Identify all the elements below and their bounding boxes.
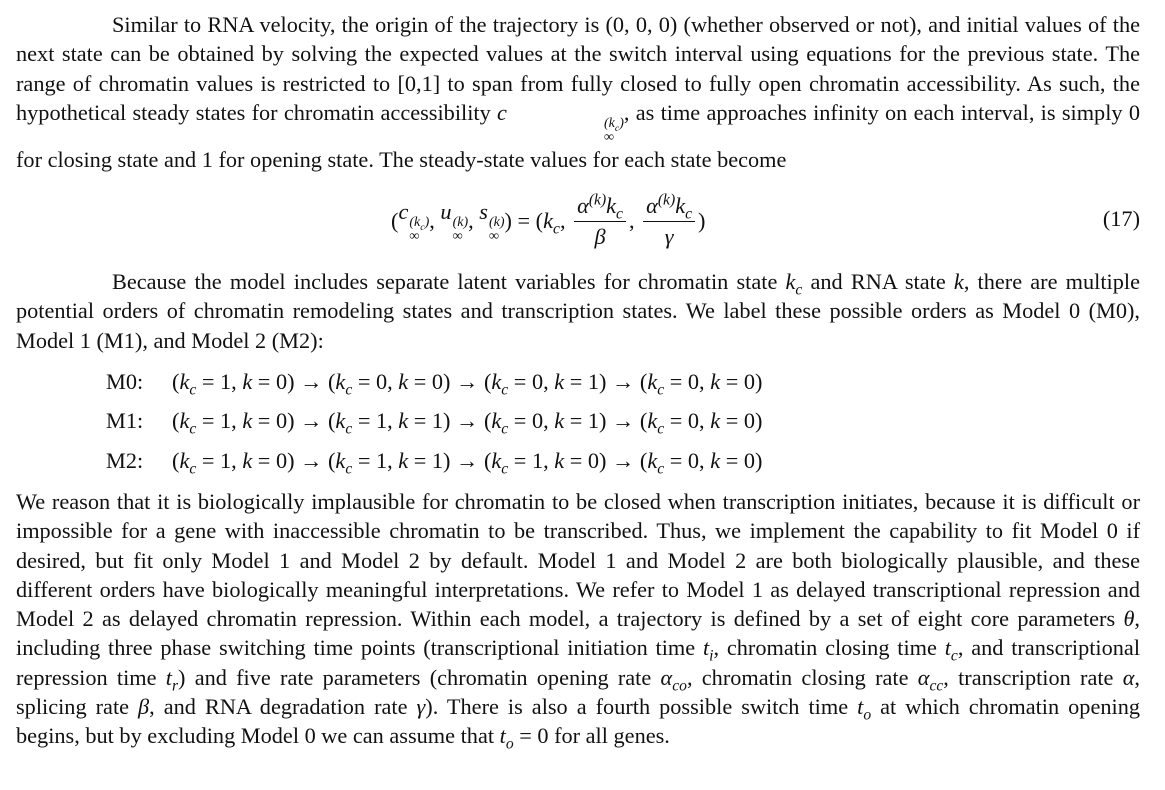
arrow-icon: →	[450, 448, 484, 473]
arrow-icon: →	[606, 448, 640, 473]
model-state: ($k_c = 0$, k = 1)	[483, 369, 607, 399]
p3-t4: , and transcriptional repression time	[16, 635, 1141, 690]
paragraph-steady-state	[16, 10, 1140, 174]
model-state: ($k_c = 0$, k = 0)	[639, 369, 763, 399]
model-state: ($k_c = 1$, k = 0)	[483, 448, 607, 478]
model-line-m1	[106, 406, 763, 438]
model-state: ($k_c = 1$, k = 1)	[327, 448, 451, 478]
p2-text-b: and RNA state	[802, 269, 954, 294]
p1-line5: approaches infinity on each interval, is simply 0 for closing state and 1 for opening state. The steady-state	[16, 99, 1140, 172]
paragraph-model-parameters: We reason that it is biologically implausible for chromatin to be closed when transcription initiates, because it is difficult or impossible for a gene with inaccessible chromatin to be transcribed. Thus, we implement the capability to fit Model 0 if desired, but fit only Model 1 and Model 2 by default. Model 1 and Model 2 are both biologically plausible, and these different orders have biologically meaningful interpretations. We refer to Model 1 as delayed transcriptional repression and Model 2 as delayed chromatin repression. Within each model, a trajectory is defined by a set of eight core parameters θ, including three phase switching time points (transcriptional initiation time $t_i$, chromatin closing time $t_c$, and transcriptional repression time $t_r$) and five rate parameters (chromatin opening rate $\alpha_{co}$, chromatin closing rate $\alpha_{cc}$, transcription rate α, splicing rate β, and RNA degradation rate γ). There is also a fourth possible switch time $t_o$ at which chromatin opening begins, but by excluding Model 0 we can assume that $t_o = 0$ for all genes.	[16, 489, 1141, 753]
arrow-icon: →	[606, 408, 640, 433]
p3-t7: , transcription rate	[943, 664, 1123, 690]
model-state: ($k_c = 0$, k = 0)	[639, 408, 763, 438]
p3-t2: , including three phase switching time points (transcriptional initiation time	[16, 606, 1140, 661]
model-label: M0:	[106, 369, 144, 394]
c-infinity-symbol: c $(k_c)$ ∞	[497, 99, 624, 145]
equation-17-body: ( c $(k_c)$ ∞ , u (k) ∞ , s (k) ∞ ) = ( $k_c$ , $\frac{\alpha^{(k)}k_c}{\beta}$ , $\frac{\alpha^{(k)}k_c}{\gamma}$ )	[391, 191, 706, 249]
arrow-icon: →	[294, 408, 328, 433]
p3-t10: ). There is also a fourth possible switch time	[425, 694, 858, 720]
p2-text-c: , there are multiple potential orders of chromatin remodeling states and transcription states. We label these possible orders as Model 0 (M0), Model 1 (M1), and Model 2 (M2):	[16, 269, 1140, 353]
model-label: M2:	[106, 448, 144, 473]
p1-line1: Similar to RNA velocity, the origin of the trajectory is (0, 0, 0) (whether observed or not), and initial	[112, 12, 1019, 37]
p3-t3: , chromatin closing time	[713, 635, 945, 661]
arrow-icon: →	[450, 369, 484, 394]
p3-t12: for all genes.	[548, 723, 670, 749]
p1-line3: for the previous state. The range of chromatin values is restricted to [0,1] to span from fully closed to fully	[16, 41, 1140, 96]
model-line-m2	[106, 446, 763, 478]
p1-line2: values of the next state can be obtained by solving the expected values at the switch interval using equations	[16, 12, 1140, 67]
arrow-icon: →	[606, 369, 640, 394]
equation-number: (17)	[1102, 206, 1140, 231]
p1-line4b: , as time	[623, 99, 701, 125]
p1-line4a: open chromatin accessibility. As such, the hypothetical steady states for chromatin accessibility	[16, 70, 1140, 125]
fraction-u: $\frac{\alpha^{(k)}k_c}{\beta}$	[574, 193, 626, 250]
model-state: ($k_c = 0$, k = 1)	[483, 408, 607, 438]
model-state: ($k_c = 0$, k = 0)	[639, 448, 763, 478]
p3-t5: ) and five rate parameters (chromatin opening rate	[178, 664, 661, 690]
model-label: M1:	[106, 408, 144, 433]
p3-t8: , splicing rate	[16, 664, 1140, 720]
arrow-icon: →	[294, 369, 328, 394]
model-state: ($k_c = 1$, k = 0)	[172, 408, 295, 438]
model-state: ($k_c = 1$, k = 0)	[172, 369, 295, 399]
p3-t9: , and RNA degradation rate	[149, 694, 417, 720]
model-state: ($k_c = 0$, k = 0)	[327, 369, 451, 399]
p3-t6: , chromatin closing rate	[686, 664, 918, 690]
equation-17	[16, 186, 1140, 256]
p1-line6: values for each state become	[530, 146, 787, 172]
model-line-m0	[106, 367, 763, 399]
p3-t11: at which chromatin opening begins, but by excluding Model 0 we can assume that	[16, 694, 1140, 749]
p2-text-a: Because the model includes separate latent variables for chromatin state	[112, 269, 786, 294]
arrow-icon: →	[450, 408, 484, 433]
p3-t1: We reason that it is biologically implausible for chromatin to be closed when transcription initiates, because it is difficult or impossible for a gene with inaccessible chromatin to be transcribed. Thus, we implement the capability to fit Model 0 if desired, but fit only Model 1 and Model 2 by default. Model 1 and Model 2 are both biologically plausible, and these different orders have biologically meaningful interpretations. We refer to Model 1 as delayed transcriptional repression and Model 2 as delayed chromatin repression. Within each model, a trajectory is defined by a set of eight core parameters	[16, 489, 1140, 632]
model-state: ($k_c = 1$, k = 1)	[327, 408, 451, 438]
paragraph-model-orders: Because the model includes separate latent variables for chromatin state $k_c$ and RNA state k, there are multiple potential orders of chromatin remodeling states and transcription states. We label these possible orders as Model 0 (M0), Model 1 (M1), and Model 2 (M2):	[16, 269, 1140, 353]
arrow-icon: →	[294, 448, 328, 473]
fraction-s: $\frac{\alpha^{(k)}k_c}{\gamma}$	[643, 193, 695, 250]
model-state: ($k_c = 1$, k = 0)	[172, 448, 295, 478]
